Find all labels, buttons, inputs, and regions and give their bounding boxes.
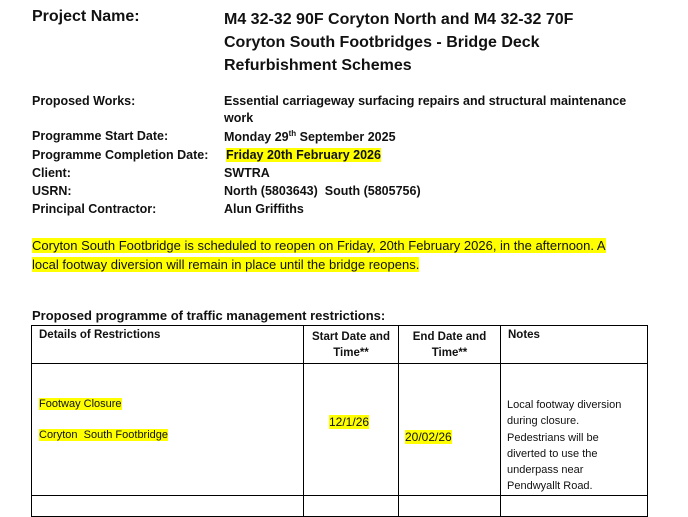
start-cell	[304, 364, 399, 496]
project-title-line-1: M4 32-32 90F Coryton North and M4 32-32 70F	[224, 11, 574, 28]
start-date-month-year: September 2025	[296, 130, 396, 145]
col-end-line-1: End Date and	[412, 331, 487, 343]
end-cell	[399, 364, 501, 496]
client-value: SWTRA	[224, 166, 270, 180]
col-end-line-2: Time**	[431, 347, 468, 359]
completion-date-text: Friday 20th February 2026	[226, 148, 381, 162]
restrictions-table	[31, 325, 648, 517]
table-row	[32, 364, 648, 496]
notes-cell	[501, 364, 648, 496]
proposed-works-value: Essential carriageway surfacing repairs and structural maintenance	[224, 94, 627, 108]
start-date-day: Monday 29	[224, 130, 289, 145]
empty-cell	[399, 496, 501, 517]
usrn-value: North (5803643) South (5805756)	[224, 184, 421, 198]
contractor-label: Principal Contractor:	[32, 202, 157, 216]
start-date-label: Programme Start Date:	[32, 129, 169, 143]
completion-date-label: Programme Completion Date:	[32, 148, 209, 162]
table-header-row	[32, 326, 648, 364]
col-start-line-2: Time**	[333, 347, 369, 359]
col-start-header	[304, 326, 399, 364]
table-row-empty	[32, 496, 648, 517]
restrictions-title: Proposed programme of traffic management restrictions:	[32, 308, 386, 323]
restriction-notes: Local footway diversion during closure. Pedestrians will be diverted to use the underpass near Pendwyallt Road.	[507, 399, 622, 493]
project-name-label: Project Name:	[32, 8, 140, 25]
usrn-label: USRN:	[32, 184, 72, 198]
details-cell	[32, 364, 304, 496]
client-label: Client:	[32, 166, 71, 180]
empty-cell	[304, 496, 399, 517]
notice-line-1: Coryton South Footbridge is scheduled to reopen on Friday, 20th February 2026, in the afternoon. A	[32, 238, 606, 253]
contractor-value: Alun Griffiths	[224, 202, 304, 216]
project-title	[224, 8, 573, 77]
restriction-type: Footway Closure	[39, 398, 122, 410]
end-date: 20/02/26	[405, 430, 452, 444]
proposed-works-value-cont: work	[224, 111, 254, 125]
notice-line-2: local footway diversion will remain in place until the bridge reopens.	[32, 257, 420, 272]
project-title-line-3: Refurbishment Schemes	[224, 57, 412, 74]
restriction-location: Coryton South Footbridge	[39, 429, 169, 441]
col-start-line-1: Start Date and	[312, 331, 390, 343]
start-date-ordinal: th	[288, 129, 297, 138]
project-title-line-2: Coryton South Footbridges - Bridge Deck	[224, 34, 540, 51]
completion-date-value	[226, 148, 381, 162]
empty-cell	[501, 496, 648, 517]
reopening-notice	[32, 236, 606, 274]
proposed-works-label: Proposed Works:	[32, 94, 136, 108]
empty-cell	[32, 496, 304, 517]
col-details-header: Details of Restrictions	[32, 326, 304, 364]
start-date: 12/1/26	[329, 415, 370, 429]
start-date-value	[224, 129, 396, 144]
col-end-header	[399, 326, 501, 364]
col-notes-header: Notes	[501, 326, 648, 364]
